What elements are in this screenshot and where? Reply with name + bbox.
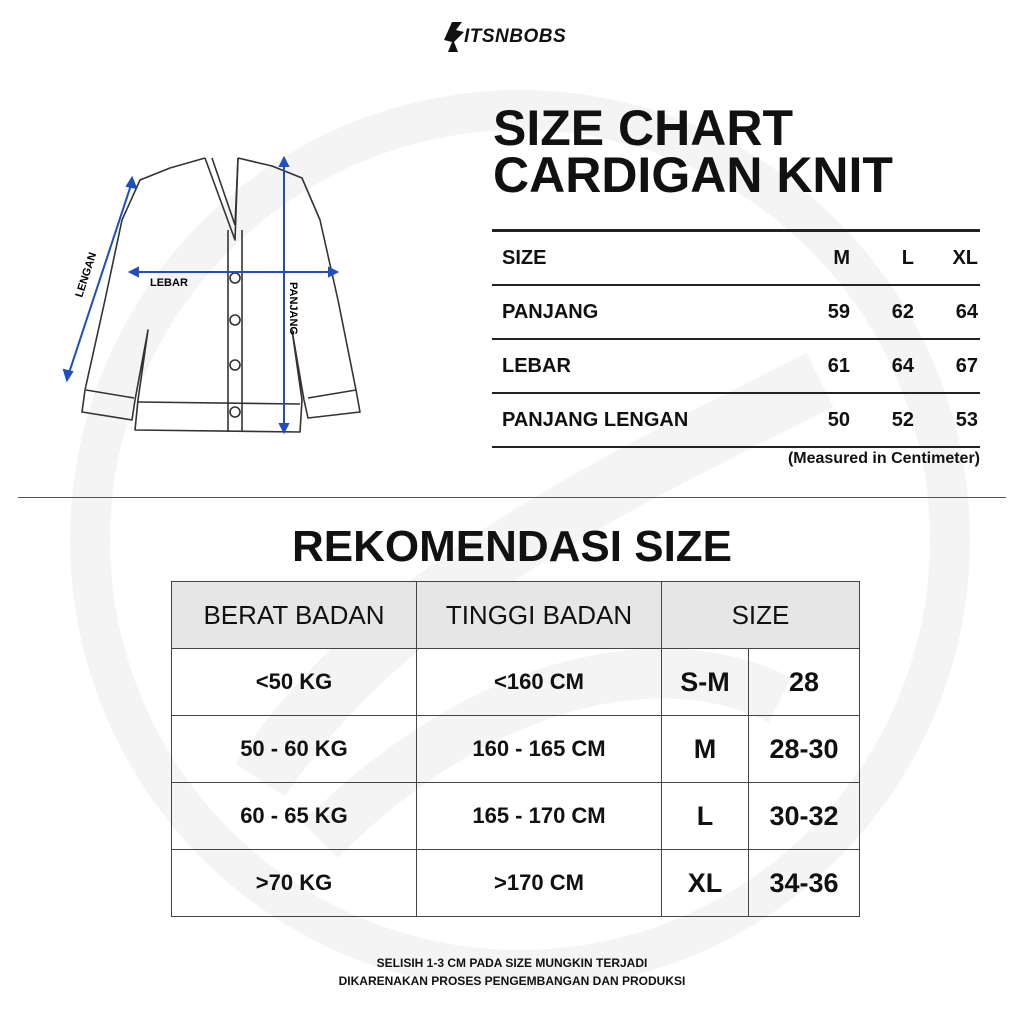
cell-weight: 60 - 65 KG (172, 783, 417, 850)
size-header-label: SIZE (492, 231, 788, 286)
section-divider (18, 497, 1006, 498)
cell-size-number: 28 (749, 649, 860, 716)
size-chart-header-row (492, 231, 980, 286)
cell-size: L (662, 783, 749, 850)
recommendation-header-row (172, 582, 860, 649)
header-berat-badan: BERAT BADAN (172, 582, 417, 649)
table-row (172, 850, 860, 917)
cell-value: 59 (788, 285, 852, 339)
cell-size-number: 30-32 (749, 783, 860, 850)
brand-logo (442, 20, 582, 56)
cell-value: 64 (916, 285, 980, 339)
cell-size: XL (662, 850, 749, 917)
cell-value: 52 (852, 393, 916, 447)
label-lebar: LEBAR (150, 277, 188, 289)
header-tinggi-badan: TINGGI BADAN (417, 582, 662, 649)
cell-value: 64 (852, 339, 916, 393)
footnote-line2: DIKARENAKAN PROSES PENGEMBANGAN DAN PRODUKSI (338, 974, 686, 988)
size-header-xl: XL (916, 231, 980, 286)
cell-height: 160 - 165 CM (417, 716, 662, 783)
table-row (492, 339, 980, 393)
cell-height: <160 CM (417, 649, 662, 716)
row-label: LEBAR (492, 339, 788, 393)
cell-value: 67 (916, 339, 980, 393)
table-row (172, 649, 860, 716)
page-title-line2: CARDIGAN KNIT (493, 147, 893, 203)
footnote (0, 954, 1024, 990)
cell-weight: <50 KG (172, 649, 417, 716)
size-chart-table (492, 229, 980, 448)
label-panjang: PANJANG (287, 282, 299, 335)
size-header-l: L (852, 231, 916, 286)
cardigan-illustration (60, 150, 420, 440)
recommendation-title: REKOMENDASI SIZE (291, 522, 733, 571)
cell-value: 61 (788, 339, 852, 393)
cell-value: 53 (916, 393, 980, 447)
table-row (492, 393, 980, 447)
cell-size: S-M (662, 649, 749, 716)
page-title-line1: SIZE CHART (493, 100, 793, 156)
cell-value: 50 (788, 393, 852, 447)
cell-weight: >70 KG (172, 850, 417, 917)
recommendation-table (171, 581, 860, 917)
table-row (172, 783, 860, 850)
cell-size-number: 28-30 (749, 716, 860, 783)
cell-size-number: 34-36 (749, 850, 860, 917)
row-label: PANJANG (492, 285, 788, 339)
cell-value: 62 (852, 285, 916, 339)
table-row (172, 716, 860, 783)
cell-height: 165 - 170 CM (417, 783, 662, 850)
measurement-note: (Measured in Centimeter) (787, 450, 980, 467)
row-label: PANJANG LENGAN (492, 393, 788, 447)
header-size: SIZE (662, 582, 860, 649)
cell-size: M (662, 716, 749, 783)
cell-height: >170 CM (417, 850, 662, 917)
size-header-m: M (788, 231, 852, 286)
table-row (492, 285, 980, 339)
cell-weight: 50 - 60 KG (172, 716, 417, 783)
brand-name: ITSNBOBS (464, 26, 567, 47)
footnote-line1: SELISIH 1-3 CM PADA SIZE MUNGKIN TERJADI (376, 956, 648, 970)
label-lengan: LENGAN (73, 251, 100, 299)
